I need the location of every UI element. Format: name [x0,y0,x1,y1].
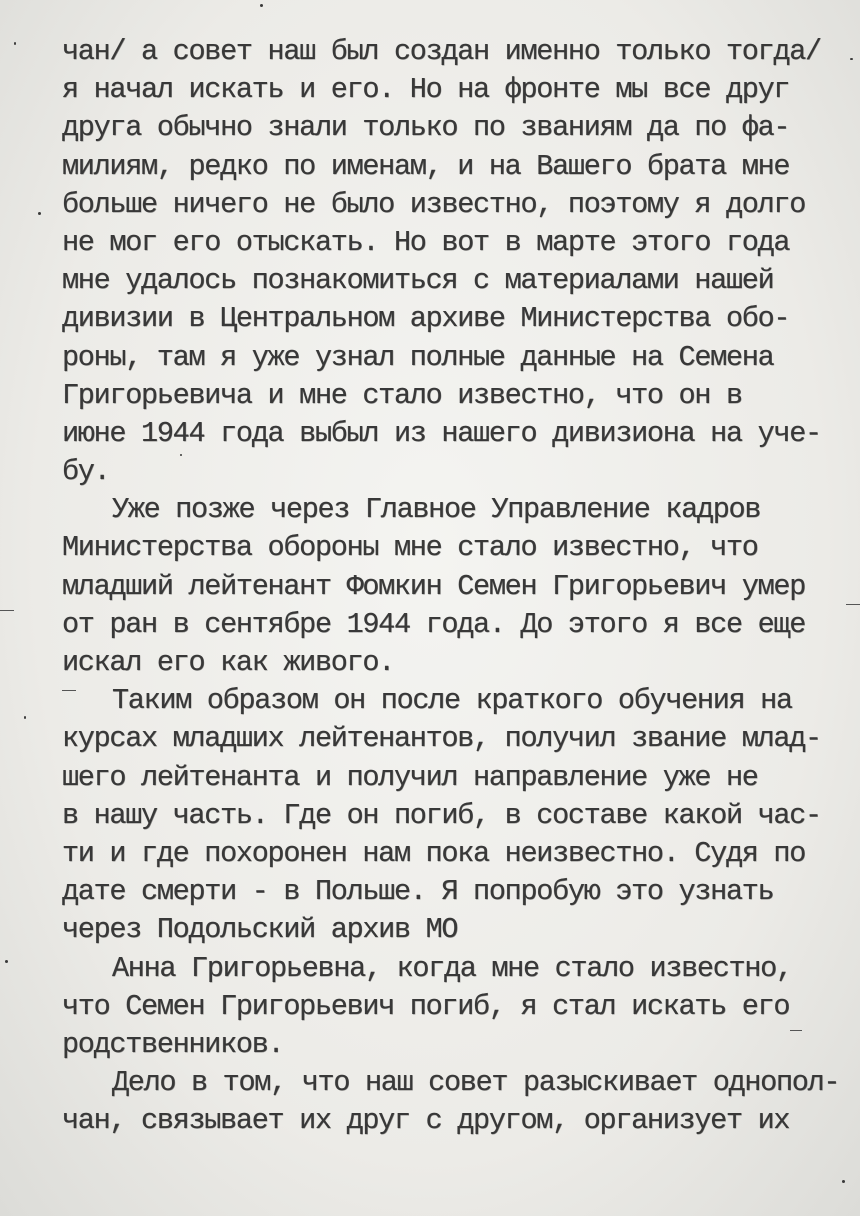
text-line: младший лейтенант Фомкин Семен Григорьевич умер [62,569,806,603]
text-line-paragraph-start: Таким образом он после краткого обучения на [112,684,792,718]
text-line: шего лейтенанта и получил направление уже не [62,760,758,794]
text-line: бу. [62,455,110,489]
paper-speck [180,454,182,456]
text-line: в нашу часть. Где он погиб, в составе какой час- [62,798,821,832]
text-line: милиям, редко по именам, и на Вашего брата мне [62,149,790,183]
edge-scratch [846,604,860,605]
paper-speck [5,960,8,963]
paper-speck [850,58,853,60]
text-line: от ран в сентябре 1944 года. До этого я все еще [62,607,806,641]
text-line: друга обычно знали только по званиям да по фа- [62,111,790,145]
text-line: не мог его отыскать. Но вот в марте этого года [62,225,790,259]
text-line: я начал искать и его. Но на фронте мы все друг [62,73,790,107]
text-line: чан/ а совет наш был создан именно только тогда/ [62,35,821,68]
text-line: родственников. [62,1027,284,1061]
paper-speck [24,716,26,719]
text-line: что Семен Григорьевич погиб, я стал искать его [62,989,790,1023]
paper-speck [14,42,16,45]
paper-speck [38,212,41,215]
letter-body [62,33,842,1140]
text-line: дате смерти - в Польше. Я попробую это узнать [62,875,774,909]
edge-scratch [0,610,14,611]
paper-speck [260,4,263,7]
text-line: больше ничего не было известно, поэтому я долго [62,187,806,221]
edge-scratch [62,690,76,691]
text-line: Григорьевича и мне стало известно, что он в [62,378,742,412]
text-line-paragraph-start: Уже позже через Главное Управление кадров [112,493,761,527]
paper-speck [842,1180,845,1183]
text-line: через Подольский архив МО [62,913,458,947]
text-line-paragraph-start: Анна Григорьевна, когда мне стало известно, [112,951,792,985]
text-line: мне удалось познакомиться с материалами нашей [62,264,774,298]
text-line: роны, там я уже узнал полные данные на Семена [62,340,774,374]
text-line: чан, связывает их друг с другом, организует их [62,1104,790,1138]
text-line: искал его как живого. [62,646,394,679]
text-line: ти и где похоронен нам пока неизвестно. Судя по [62,836,806,870]
text-line-paragraph-start: Дело в том, что наш совет разыскивает однопол- [112,1066,840,1100]
text-line: дивизии в Центральном архиве Министерства обо- [62,302,790,336]
text-line: курсах младших лейтенантов, получил звание млад- [62,722,821,756]
text-line: Министерства обороны мне стало известно, что [62,531,758,565]
edge-scratch [790,1030,802,1031]
text-line: июне 1944 года выбыл из нашего дивизиона на уче- [62,416,821,450]
